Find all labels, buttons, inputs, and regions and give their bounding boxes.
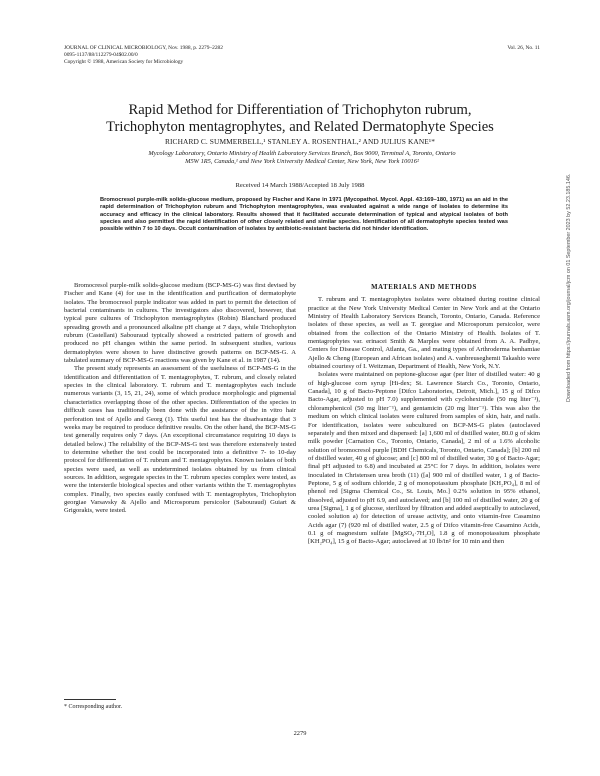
right-column <box>308 282 540 547</box>
volume-number: Vol. 26, No. 11 <box>507 45 540 51</box>
left-column <box>64 282 296 516</box>
issn: 0095-1137/88/112279-04$02.00/0 <box>64 52 138 59</box>
copyright: Copyright © 1988, American Society for Microbiology <box>64 59 184 66</box>
methods-paragraph-2: Isolates were maintained on peptone-glucose agar (per liter of distilled water: 40 g of high-glucose corn syrup [Hi-dex; St. Lawrence Starch Co., Toronto, Ontario, Canada], 10 g of Bacto-Peptone [Difco Laboratories, Detroit, Mich.], 15 g of Difco Bacto-Agar, adjusted to pH 7.0) supplemented with cycloheximide (50 mg liter⁻¹), chloramphenicol (50 mg liter⁻¹), and gentamicin (20 mg liter⁻¹). This was also the medium on which clinical isolates were cultured from samples of skin, hair, and nails. For identification, isolates were subcultured on BCP-MS-G plates (autoclaved separately and then mixed and dispensed: [a] 1,600 ml of distilled water, 80.0 g of skim milk powder [Carnation Co., Toronto, Ontario, Canada], 2 ml of a 1.6% alcoholic solution of bromocresol purple [BDH Chemicals, Toronto, Ontario, Canada]; [b] 200 ml of distilled water, 40 g of glucose; and [c] 800 ml of distilled water, 30 g of Bacto-Agar; final pH adjusted to 6.8) and incubated at 25°C for 7 days. In addition, isolates were inoculated in Christensen urea broth (11) ([a] 900 ml of distilled water, 1 g of Bacto-Peptone, 5 g of sodium chloride, 2 g of monopotassium phosphate [KH₂PO₄], 8 ml of phenol red [Sigma Chemical Co., St. Louis, Mo.] 0.2% solution in 95% ethanol, dissolved, adjusted to pH 6.9, and autoclaved; and [b] 100 ml of distilled water, 20 g of urea [Sigma], 1 g of glucose, sterilized by filtration and added aseptically to autoclaved, cooled solution a) for detection of urease activity, and onto vitamin-free Casamino Acids agar (7) (920 ml of distilled water, 2.5 g of Difco vitamin-free Casamino Acids, 0.1 g of magnesium sulfate [MgSO₄·7H₂O], 1.8 g of monopotassium phosphate [KH₂PO₄], 15 g of Bacto-Agar; autoclaved at 10 lb/in² for 10 min and then <box>308 371 540 546</box>
received-date: Received 14 March 1988/Accepted 18 July 1988 <box>235 182 365 189</box>
abstract: Bromocresol purple-milk solids-glucose medium, proposed by Fischer and Kane in 1971 (Mycopathol. Mycol. Appl. 43:169–180, 1971) as an aid in the rapid determination of Trichophyton rubrum and Trichophyton mentagrophytes, was evaluated against a wide range of isolates to determine its accuracy and efficacy in the clinical laboratory. Results showed that it facilitated accurate determination of typical and atypical isolates of both species and also permitted the rapid identification of other closely related and similar species. Identification of all dermatophyte species tested was possible within 7 to 10 days. Occult contamination of isolates by antibiotic-resistant bacteria did not hinder identification. <box>100 197 508 232</box>
page-number: 2279 <box>293 730 307 737</box>
article-title <box>40 102 560 136</box>
footnote <box>64 699 296 710</box>
affiliation-line-2: M5W 1R5, Canada,¹ and New York University Medical Center, New York, New York 10016² <box>185 158 419 166</box>
author-list: RICHARD C. SUMMERBELL,¹ STANLEY A. ROSENTHAL,² AND JULIUS KANE¹* <box>164 137 436 146</box>
intro-paragraph-1: Bromocresol purple-milk solids-glucose medium (BCP-MS-G) was first devised by Fischer and Kane (4) for use in the identification and purification of dermatophyte isolates. The bromocresol purple indicator was added in part to permit the detection of bacterial contaminants in cultures. The investigators also discovered, however, that typical pure cultures of Trichophyton mentagrophytes (Robin) Blanchard produced spreading growth and a pronounced alkaline pH change at 7 days, while Trichophyton rubrum (Castellani) Sabouraud typically showed a restricted pattern of growth and produced no pH changes within the same period. In subsequent studies, various dermatophytes were shown to have distinctive growth patterns on BCP-MS-G. A tabulated summary of BCP-MS-G reactions was given by Kane et al. in 1987 (14). <box>64 282 296 365</box>
affiliation-line-1: Mycology Laboratory, Ontario Ministry of Health Laboratory Services Branch, Box 9000, Terminal A, Toronto, Ontario <box>148 150 456 157</box>
running-header <box>64 45 540 67</box>
journal-line: JOURNAL OF CLINICAL MICROBIOLOGY, Nov. 1988, p. 2279–2282 <box>64 45 223 51</box>
footnote-rule <box>64 699 116 700</box>
download-notice-text: Downloaded from https://journals.asm.org/journal/jcm on 01 September 2023 by 52.23.185.146. <box>566 173 572 402</box>
download-notice <box>566 174 573 402</box>
title-line-1: Rapid Method for Differentiation of Trichophyton rubrum, <box>128 102 472 118</box>
title-line-2: Trichophyton mentagrophytes, and Related Dermatophyte Species <box>106 119 494 135</box>
affiliations <box>64 150 540 167</box>
section-heading: MATERIALS AND METHODS <box>371 284 477 291</box>
footnote-text: * Corresponding author. <box>64 704 123 710</box>
methods-paragraph-1: T. rubrum and T. mentagrophytes isolates were obtained during routine clinical practice at the New York University Medical Center in New York and at the Ontario Ministry of Health Laboratory Services Branch, Toronto, Ontario, Canada. Reference isolates of these species, as well as T. georgiae and Microsporum persicolor, were obtained from the collection of the Ontario Ministry of Health. Isolates of T. mentagrophytes var. erinacei Smith & Marples were obtained from A. A. Padhye, Centers for Disease Control, Atlanta, Ga., and mating types of Arthroderma benhamiae Ajello & Cheng (European and African isolates) and A. vanbreuseghemii Takashio were obtained courtesy of I. Weitzman, Department of Health, New York, N.Y. <box>308 296 540 371</box>
intro-paragraph-2: The present study represents an assessment of the usefulness of BCP-MS-G in the identification and differentiation of T. mentagrophytes, T. rubrum, and closely related species in the clinical laboratory. T. rubrum and T. mentagrophytes each include numerous variants (3, 15, 21, 24), some of which produce morphologic and pigmental characteristics overlapping those of the other species. Differentiation of the species in difficult cases has traditionally been done with the assistance of the in vitro hair perforation test of Ajello and Georg (1). This useful test has the disadvantage that 3 weeks may be required to produce definitive results. On the other hand, the BCP-MS-G test generally requires only 7 days. (An exceptional circumstance requiring 10 days is detailed below.) The reliability of the BCP-MS-G test was therefore extensively tested to determine whether the test could be incorporated into a definitive 7- to 10-day protocol for differentiation of T. rubrum and T. mentagrophytes. Known isolates of both species were used, as well as undetermined isolates obtained by us from clinical sources. In addition, segregate species in the T. rubrum species complex were tested, as were the intersterile biological species and other variants within the T. mentagrophytes complex. Finally, two species easily confused with T. mentagrophytes, Trichophyton georgiae Varsavsky & Ajello and Microsporum persicolor (Sabouraud) Guiart & Grigorakis, were tested. <box>64 365 296 515</box>
